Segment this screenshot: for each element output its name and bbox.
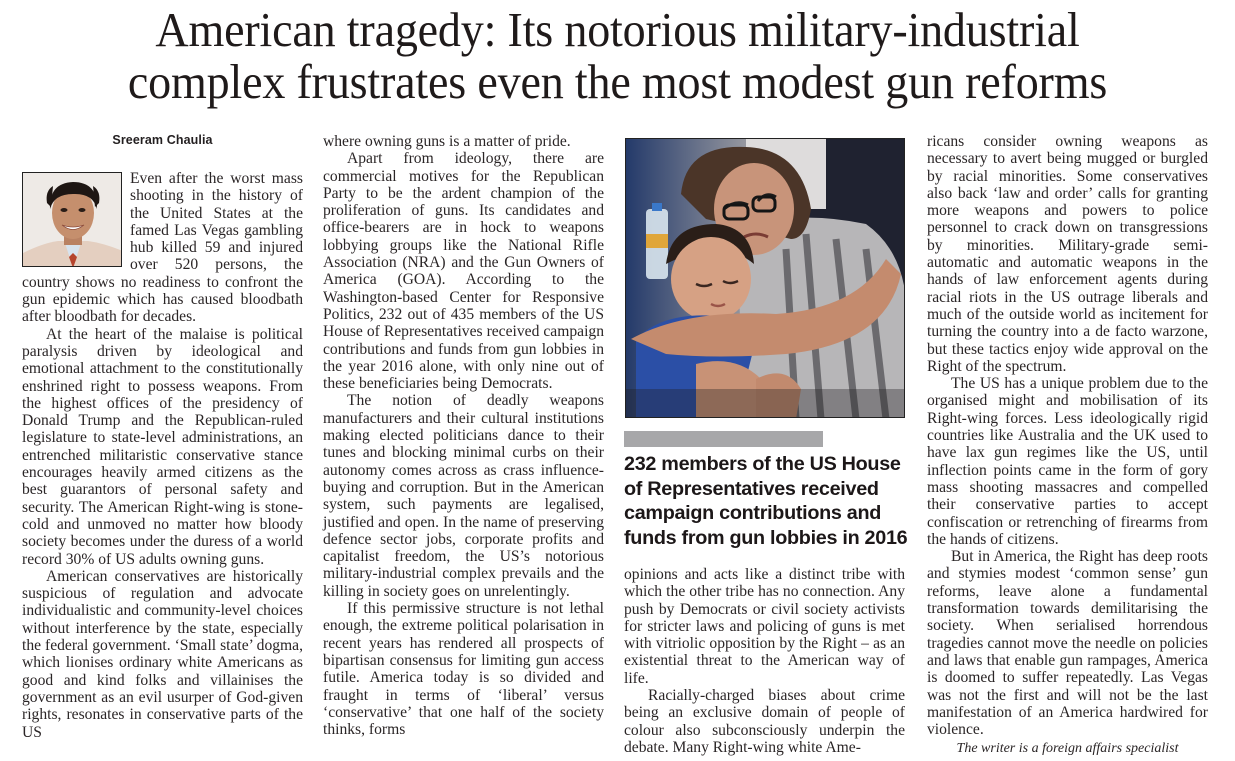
headline-line-2: complex frustrates even the most modest gun reforms xyxy=(127,54,1108,109)
paragraph: opinions and acts like a distinct tribe with which the other tribe has no connection. Any push by Democrats or civil society activists for stricter laws and policing of guns is met with vitriolic opposition by the Right – as an existential threat to the American way of life. xyxy=(624,566,905,687)
pull-quote-line: 232 members of the US House xyxy=(624,453,901,475)
author-portrait-icon xyxy=(23,173,122,267)
column-2 xyxy=(323,133,604,738)
paragraph: If this permissive structure is not lethal enough, the extreme political polarisation in recent years has rendered all prospects of bipartisan consensus for limiting gun access futile. America today is so divided and fraught in terms of ‘liberal’ versus ‘conservative’ that one half of the society thinks, forms xyxy=(323,600,604,739)
pull-quote-line: of Representatives received xyxy=(624,477,879,500)
paragraph: But in America, the Right has deep roots and stymies modest ‘common sense’ gun reforms, leave alone a fundamental transformation towards demilitarising the society. When serialised horrendous tragedies cannot move the needle on policies and laws that enable gun rampages, America is doomed to suffer repeatedly. Las Vegas was not the first and will not be the last manifestation of an America hardwired for violence. xyxy=(927,548,1208,739)
main-photo xyxy=(625,138,905,418)
paragraph: Even after the worst mass shooting in the history of the United States at the famed Las Vegas gambling hub killed 59 and injured over 520 persons, the country shows no readiness to confront the gun epidemic which has caused bloodbath after bloodbath for decades. xyxy=(22,170,303,326)
paragraph: The notion of deadly weapons manufacturers and their cultural institutions making elected politicians dance to their tunes and blocking minimal curbs on their autonomy comes across as crass influence-buying and corruption. But in the American system, such payments are legalised, justified and open. In the name of preserving defence sector jobs, corporate profits and capitalist freedom, the US’s notorious military-industrial complex prevails and the killing in society goes on unrelentingly. xyxy=(323,392,604,600)
photo-woman-hugging-boy-icon xyxy=(626,139,905,418)
headline xyxy=(37,4,1198,108)
pull-quote-line: funds from gun lobbies in 2016 xyxy=(624,526,908,549)
pull-quote xyxy=(624,452,914,550)
paragraph: where owning guns is a matter of pride. xyxy=(323,133,571,150)
column-4 xyxy=(927,133,1208,758)
paragraph: American conservatives are historically suspicious of regulation and advocate individualistic and community-level choices without interference by the state, especially the federal government. ‘Small state’ dogma, which lionises ordinary white Americans as good and kind folks and villainises the government as an evil usurper of God-given rights, resonates in conservative parts of the US xyxy=(22,567,303,741)
paragraph: The US has a unique problem due to the organised might and mobilisation of its Right-wing forces. Less ideologically rigid countries like Australia and the UK used to have lax gun regimes like the US, until inflection points came in the form of gory mass shooting massacres and compelled their conservative parties to accept confiscation or retrenching of firearms from the hands of citizens. xyxy=(927,375,1208,548)
byline: Sreeram Chaulia xyxy=(112,133,213,147)
headline-line-1: American tragedy: Its notorious military-industrial xyxy=(155,2,1080,57)
writer-credit: The writer is a foreign affairs specialist xyxy=(956,741,1179,757)
pull-quote-line: campaign contributions and xyxy=(624,502,882,524)
column-3 xyxy=(624,566,905,756)
paragraph: ricans consider owning weapons as necessary to avert being mugged or burgled by racial minorities. Some conservatives also back ‘law and order’ calls for granting more weapons and powers to police personnel to crack down on transgressions by minorities. Military-grade semi-automatic and automatic weapons in the hands of law enforcement agents during racial riots in the US outrage liberals and much of the outside world as incitement for turning the country into a de facto warzone, but these tactics enjoy wide approval on the Right of the spectrum. xyxy=(927,133,1208,375)
pull-quote-bar xyxy=(624,431,823,447)
paragraph: At the heart of the malaise is political paralysis driven by ideological and emotional attachment to the constitutionally enshrined right to possess weapons. From the highest offices of the presidency of Donald Trump and the Republican-ruled legislature to state-level administrations, an entrenched militaristic conservative stance encourages heavily armed citizens as the best guarantors of personal safety and security. The American Right-wing is stone-cold and unmoved no matter how bloody society becomes under the duress of a world record 30% of US adults owning guns. xyxy=(22,325,303,568)
author-photo xyxy=(22,172,122,267)
paragraph: Racially-charged biases about crime being an exclusive domain of people of colour also subconsciously underpin the debate. Many Right-wing white Ame- xyxy=(624,687,905,756)
paragraph: Apart from ideology, there are commercial motives for the Republican Party to be the ardent champion of the proliferation of guns. Its candidates and office-bearers are in hock to weapons lobbying groups like the National Rifle Association (NRA) and the Gun Owners of America (GOA). According to the Washington-based Center for Responsive Politics, 232 out of 435 members of the US House of Representatives received campaign contributions and funds from gun lobbies in the year 2016 alone, with only nine out of these beneficiaries being Democrats. xyxy=(323,150,604,393)
